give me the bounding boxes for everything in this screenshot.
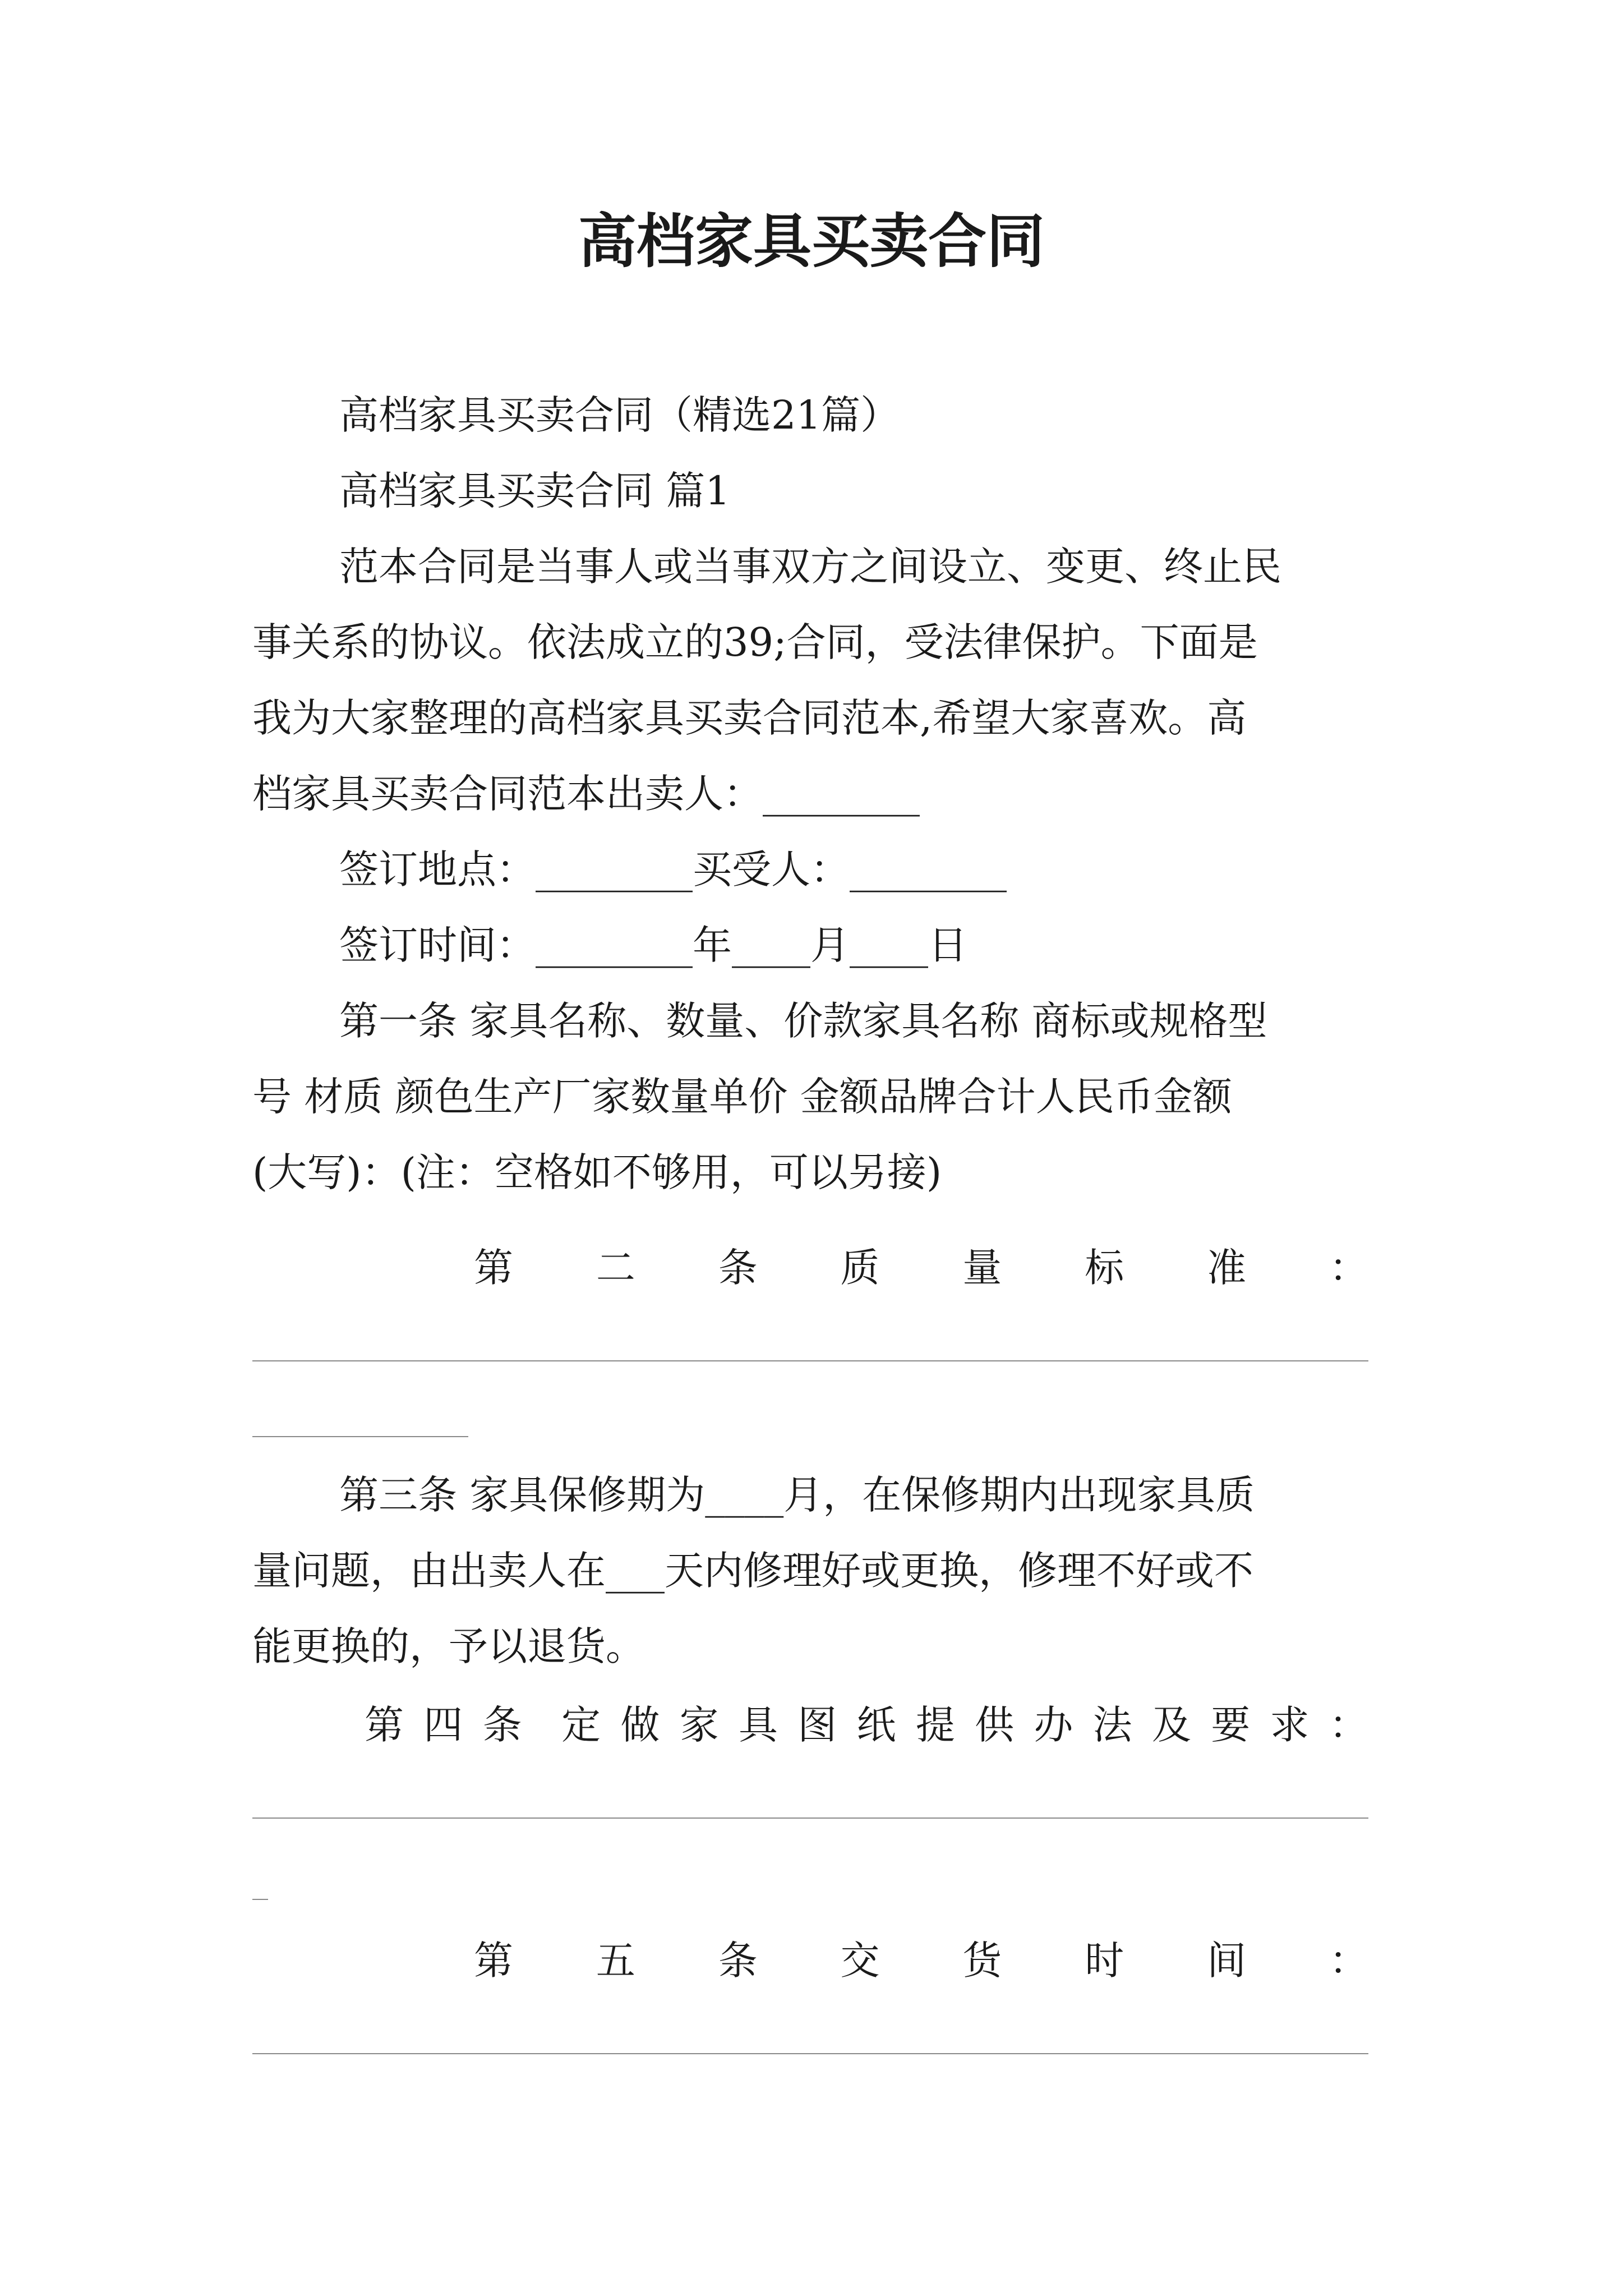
article-5-fill-blank bbox=[252, 2053, 1368, 2054]
article-1-line: 第一条 家具名称、数量、价款家具名称 商标或规格型 bbox=[339, 998, 1267, 1044]
intro-paragraph-line: 事关系的协议。依法成立的39;合同，受法律保护。下面是 bbox=[252, 619, 1258, 665]
article-4-heading: 第 四 条 定 做 家 具 图 纸 提 供 办 法 及 要 求 ： bbox=[365, 1702, 1368, 1748]
article-1-line: (大写)：(注：空格如不够用，可以另接) bbox=[252, 1149, 942, 1195]
article-3-line: 能更换的，予以退货。 bbox=[252, 1623, 645, 1669]
intro-paragraph-line: 我为大家整理的高档家具买卖合同范本,希望大家喜欢。高 bbox=[252, 695, 1247, 741]
article-5-heading: 第 五 条 交 货 时 间 ： bbox=[474, 1938, 1368, 1984]
article-2-fill-blank bbox=[252, 1360, 1368, 1361]
document-title: 高档家具买卖合同 bbox=[578, 206, 1045, 275]
signing-place-line: 签订地点：________买受人：________ bbox=[339, 846, 1007, 892]
article-2-fill-blank bbox=[252, 1436, 468, 1437]
article-3-line: 量问题，由出卖人在___天内修理好或更换，修理不好或不 bbox=[252, 1548, 1253, 1594]
article-4-fill-blank bbox=[252, 1899, 268, 1900]
signing-time-line: 签订时间：________年____月____日 bbox=[339, 922, 967, 968]
article-4-fill-blank bbox=[252, 1818, 1368, 1819]
article-2-heading: 第 二 条 质 量 标 准 ： bbox=[474, 1245, 1368, 1291]
intro-paragraph-line: 档家具买卖合同范本出卖人：________ bbox=[252, 771, 920, 817]
article-3-line: 第三条 家具保修期为____月，在保修期内出现家具质 bbox=[339, 1472, 1255, 1518]
article-1-line: 号 材质 颜色生产厂家数量单价 金额品牌合计人民币金额 bbox=[252, 1074, 1232, 1120]
section-heading: 高档家具买卖合同 篇1 bbox=[339, 468, 730, 514]
intro-paragraph-line: 范本合同是当事人或当事双方之间设立、变更、终止民 bbox=[339, 544, 1281, 590]
document-subtitle: 高档家具买卖合同（精选21篇） bbox=[339, 392, 900, 438]
